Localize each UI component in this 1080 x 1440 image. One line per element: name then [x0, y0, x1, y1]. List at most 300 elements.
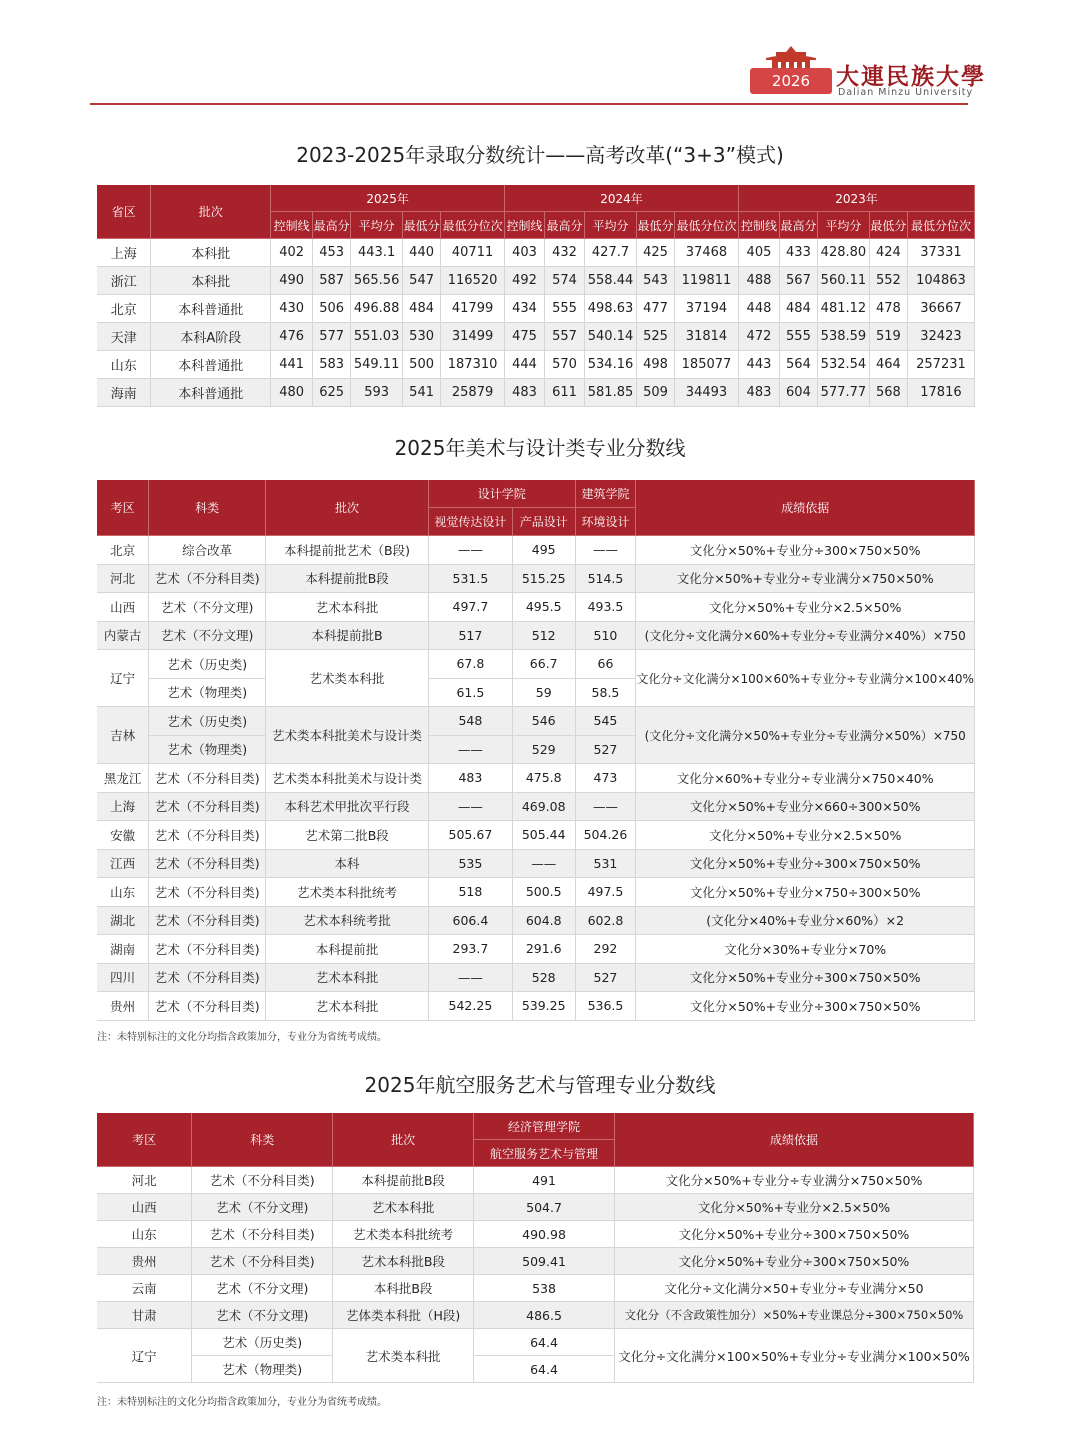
score-cell: 478: [869, 295, 907, 323]
score-cell: 540.14: [585, 323, 637, 351]
cell: 艺术（不分科目类): [192, 1248, 333, 1275]
score-cell: 40711: [441, 239, 505, 267]
section2-note: 注：未特别标注的文化分均指含政策加分，专业分为省统考成绩。: [97, 1032, 387, 1043]
cell: 艺术（不分科目类): [149, 992, 266, 1021]
table-row: [97, 621, 975, 650]
score-cell: 498: [637, 351, 675, 379]
cell: 文化分×50%+专业分×750÷300×50%: [636, 878, 975, 907]
batch-cell: 本科普通批: [151, 351, 271, 379]
cell: 文化分÷文化满分×50+专业分÷专业满分×50: [614, 1275, 973, 1302]
cell: 艺术类本科批: [333, 1329, 474, 1383]
table-row: [97, 1167, 974, 1194]
cell: 吉林: [97, 707, 149, 764]
cell: 文化分×50%+专业分÷300×750×50%: [614, 1221, 973, 1248]
score-cell: 543: [637, 267, 675, 295]
cell: 文化分×50%+专业分÷300×750×50%: [636, 536, 975, 565]
header-batch: 批次: [266, 480, 429, 536]
cell: 艺术（不分科目类): [149, 764, 266, 793]
cell: 艺术（不分科目类): [149, 963, 266, 992]
score-cell: 31814: [674, 323, 738, 351]
province-cell: 北京: [97, 295, 151, 323]
score-cell: 425: [637, 239, 675, 267]
cell: 艺术（物理类): [192, 1356, 333, 1383]
score-cell: 530: [403, 323, 441, 351]
header-control-line: 控制线: [271, 212, 313, 239]
score-cell: 32423: [907, 323, 974, 351]
score-cell: 555: [779, 323, 817, 351]
cell: 湖北: [97, 906, 149, 935]
header-product-design: 产品设计: [512, 508, 575, 536]
cell: 湖南: [97, 935, 149, 964]
cell: 文化分×50%+专业分×2.5×50%: [636, 821, 975, 850]
table-row: [97, 906, 975, 935]
header-avg-score: 平均分: [351, 212, 403, 239]
cell: 文化分÷文化满分×100×60%+专业分÷专业满分×100×40%: [636, 650, 975, 707]
score-cell: 496.88: [351, 295, 403, 323]
score-cell: 552: [869, 267, 907, 295]
cell: 文化分×50%+专业分÷300×750×50%: [636, 992, 975, 1021]
cell: 艺术（历史类): [149, 707, 266, 736]
score-cell: 541: [403, 379, 441, 407]
cell: ——: [428, 735, 512, 764]
score-cell: 568: [869, 379, 907, 407]
score-cell: 564: [779, 351, 817, 379]
cell: 艺术（物理类): [149, 678, 266, 707]
cell: 491: [474, 1167, 615, 1194]
cell: 517: [428, 621, 512, 650]
cell: 艺术（不分文理): [192, 1275, 333, 1302]
table-row: [97, 1302, 974, 1329]
cell: 490.98: [474, 1221, 615, 1248]
score-cell: 440: [403, 239, 441, 267]
table-row: [97, 1248, 974, 1275]
score-cell: 37194: [674, 295, 738, 323]
cell: 59: [512, 678, 575, 707]
score-cell: 480: [271, 379, 313, 407]
cell: 综合改革: [149, 536, 266, 565]
score-cell: 119811: [674, 267, 738, 295]
score-cell: 547: [403, 267, 441, 295]
cell: 甘肃: [97, 1302, 192, 1329]
table-row: [97, 323, 975, 351]
cell: 535: [428, 849, 512, 878]
header-province: 省区: [97, 185, 151, 239]
cell: 文化分×30%+专业分×70%: [636, 935, 975, 964]
cell: 艺术（不分科目类): [192, 1167, 333, 1194]
university-name-cn: 大連民族大學: [836, 63, 986, 90]
table-row: [97, 878, 975, 907]
header-min-rank: 最低分位次: [907, 212, 974, 239]
cell: 文化分（不含政策性加分）×50%+专业课总分÷300×750×50%: [614, 1302, 973, 1329]
score-cell: 424: [869, 239, 907, 267]
score-cell: 443.1: [351, 239, 403, 267]
header-avg-score: 平均分: [585, 212, 637, 239]
score-cell: 555: [545, 295, 585, 323]
cell: 艺术（不分科目类): [149, 792, 266, 821]
cell: ——: [575, 536, 636, 565]
cell: 514.5: [575, 564, 636, 593]
cell: 602.8: [575, 906, 636, 935]
cell: 内蒙古: [97, 621, 149, 650]
cell: ——: [512, 849, 575, 878]
table-row: [97, 239, 975, 267]
cell: 艺术（不分科目类): [149, 821, 266, 850]
cell: 上海: [97, 792, 149, 821]
header-basis: 成绩依据: [636, 480, 975, 536]
header-year-2024: 2024年: [505, 185, 739, 212]
province-cell: 上海: [97, 239, 151, 267]
table-row: [97, 792, 975, 821]
score-cell: 17816: [907, 379, 974, 407]
cell: (文化分÷文化满分×50%+专业分÷专业满分×50%）×750: [636, 707, 975, 764]
cell: 58.5: [575, 678, 636, 707]
table-row: [97, 992, 975, 1021]
cell: 艺术（不分科目类): [192, 1221, 333, 1248]
score-cell: 483: [738, 379, 779, 407]
score-cell: 577: [313, 323, 351, 351]
score-cell: 519: [869, 323, 907, 351]
cell: ——: [428, 536, 512, 565]
score-cell: 37331: [907, 239, 974, 267]
cell: 艺术本科批: [333, 1194, 474, 1221]
cell: 艺术本科批: [266, 963, 429, 992]
batch-cell: 本科批: [151, 267, 271, 295]
score-cell: 506: [313, 295, 351, 323]
score-cell: 549.11: [351, 351, 403, 379]
cell: 509.41: [474, 1248, 615, 1275]
cell: 510: [575, 621, 636, 650]
province-cell: 天津: [97, 323, 151, 351]
cell: 艺术（物理类): [149, 735, 266, 764]
cell: 497.7: [428, 593, 512, 622]
table-row: [97, 821, 975, 850]
cell: 505.67: [428, 821, 512, 850]
cell: 文化分×50%+专业分×2.5×50%: [636, 593, 975, 622]
score-cell: 464: [869, 351, 907, 379]
table-row: [97, 564, 975, 593]
table-row: [97, 1329, 974, 1356]
score-cell: 448: [738, 295, 779, 323]
score-cell: 490: [271, 267, 313, 295]
cell: 江西: [97, 849, 149, 878]
score-cell: 525: [637, 323, 675, 351]
cell: 本科提前批B段: [333, 1167, 474, 1194]
cell: 文化分×50%+专业分÷300×750×50%: [614, 1248, 973, 1275]
score-cell: 403: [505, 239, 545, 267]
cell: 本科提前批B段: [266, 564, 429, 593]
cell: 本科提前批艺术（B段): [266, 536, 429, 565]
cell: 安徽: [97, 821, 149, 850]
cell: 艺术第二批B段: [266, 821, 429, 850]
cell: 66: [575, 650, 636, 679]
cell: 483: [428, 764, 512, 793]
cell: 艺术（不分科目类): [149, 935, 266, 964]
cell: 山东: [97, 1221, 192, 1248]
score-cell: 453: [313, 239, 351, 267]
score-cell: 476: [271, 323, 313, 351]
cell: 515.25: [512, 564, 575, 593]
header-batch: 批次: [151, 185, 271, 239]
cell: ——: [575, 792, 636, 821]
table-row: [97, 1275, 974, 1302]
cell: 文化分×50%+专业分×2.5×50%: [614, 1194, 973, 1221]
cell: 293.7: [428, 935, 512, 964]
header-economics-college: 经济管理学院: [474, 1113, 615, 1140]
cell: 504.7: [474, 1194, 615, 1221]
cell: 546: [512, 707, 575, 736]
table-row: [97, 351, 975, 379]
score-cell: 557: [545, 323, 585, 351]
score-cell: 428.80: [817, 239, 869, 267]
table-row: [97, 707, 975, 736]
cell: (文化分×40%+专业分×60%）×2: [636, 906, 975, 935]
score-cell: 532.54: [817, 351, 869, 379]
score-cell: 488: [738, 267, 779, 295]
section1-title: 2023-2025年录取分数统计——高考改革(“3+3”模式): [296, 143, 784, 167]
art-design-score-table: [97, 480, 975, 1021]
score-cell: 611: [545, 379, 585, 407]
cell: 本科艺术甲批次平行段: [266, 792, 429, 821]
score-cell: 187310: [441, 351, 505, 379]
table-row: [97, 295, 975, 323]
cell: 493.5: [575, 593, 636, 622]
cell: 山东: [97, 878, 149, 907]
cell: 528: [512, 963, 575, 992]
cell: 66.7: [512, 650, 575, 679]
header-subject: 科类: [192, 1113, 333, 1167]
score-cell: 581.85: [585, 379, 637, 407]
score-cell: 432: [545, 239, 585, 267]
cell: 艺术本科批B段: [333, 1248, 474, 1275]
cell: 497.5: [575, 878, 636, 907]
cell: 艺术类本科批: [266, 650, 429, 707]
header-year-2025: 2025年: [271, 185, 505, 212]
province-cell: 海南: [97, 379, 151, 407]
score-cell: 41799: [441, 295, 505, 323]
header-environment-design: 环境设计: [575, 508, 636, 536]
cell: 河北: [97, 564, 149, 593]
header-control-line: 控制线: [738, 212, 779, 239]
score-cell: 551.03: [351, 323, 403, 351]
table-row: [97, 267, 975, 295]
table-row: [97, 935, 975, 964]
cell: 505.44: [512, 821, 575, 850]
header-aviation-major: 航空服务艺术与管理: [474, 1140, 615, 1167]
cell: 536.5: [575, 992, 636, 1021]
cell: 531.5: [428, 564, 512, 593]
cell: 贵州: [97, 992, 149, 1021]
score-cell: 604: [779, 379, 817, 407]
score-cell: 116520: [441, 267, 505, 295]
cell: 艺术本科批: [266, 992, 429, 1021]
batch-cell: 本科A阶段: [151, 323, 271, 351]
header-min-rank: 最低分位次: [441, 212, 505, 239]
cell: 艺术（不分文理): [192, 1194, 333, 1221]
cell: 艺术（不分科目类): [149, 849, 266, 878]
cell: 529: [512, 735, 575, 764]
cell: 64.4: [474, 1356, 615, 1383]
score-cell: 574: [545, 267, 585, 295]
header-max-score: 最高分: [545, 212, 585, 239]
batch-cell: 本科批: [151, 239, 271, 267]
cell: 486.5: [474, 1302, 615, 1329]
cell: 文化分×50%+专业分÷专业满分×750×50%: [614, 1167, 973, 1194]
table-row: [97, 764, 975, 793]
header-min-score: 最低分: [869, 212, 907, 239]
score-cell: 427.7: [585, 239, 637, 267]
admission-score-table: [97, 185, 975, 407]
logo-year-badge: 2026: [750, 68, 832, 94]
score-cell: 565.56: [351, 267, 403, 295]
header-max-score: 最高分: [313, 212, 351, 239]
cell: 527: [575, 963, 636, 992]
table-row: [97, 849, 975, 878]
score-cell: 577.77: [817, 379, 869, 407]
header-min-score: 最低分: [637, 212, 675, 239]
score-cell: 570: [545, 351, 585, 379]
score-cell: 593: [351, 379, 403, 407]
cell: 山西: [97, 593, 149, 622]
score-cell: 558.44: [585, 267, 637, 295]
cell: 本科提前批B: [266, 621, 429, 650]
cell: 艺术（不分文理): [192, 1302, 333, 1329]
building-icon: [752, 44, 830, 70]
cell: 艺术类本科批统考: [266, 878, 429, 907]
header-min-rank: 最低分位次: [674, 212, 738, 239]
score-cell: 483: [505, 379, 545, 407]
cell: 艺术本科批: [266, 593, 429, 622]
score-cell: 475: [505, 323, 545, 351]
cell: 四川: [97, 963, 149, 992]
cell: 本科批B段: [333, 1275, 474, 1302]
cell: 539.25: [512, 992, 575, 1021]
cell: 文化分×50%+专业分÷300×750×50%: [636, 963, 975, 992]
score-cell: 34493: [674, 379, 738, 407]
section2-title: 2025年美术与设计类专业分数线: [394, 436, 686, 460]
cell: 518: [428, 878, 512, 907]
header-year-2023: 2023年: [738, 185, 974, 212]
province-cell: 浙江: [97, 267, 151, 295]
header-divider: [90, 103, 968, 105]
cell: 542.25: [428, 992, 512, 1021]
score-cell: 500: [403, 351, 441, 379]
score-cell: 443: [738, 351, 779, 379]
cell: 292: [575, 935, 636, 964]
header-area: 考区: [97, 480, 149, 536]
cell: 504.26: [575, 821, 636, 850]
cell: 495: [512, 536, 575, 565]
cell: 文化分×50%+专业分÷专业满分×750×50%: [636, 564, 975, 593]
header-max-score: 最高分: [779, 212, 817, 239]
header-design-college: 设计学院: [428, 480, 575, 508]
score-cell: 625: [313, 379, 351, 407]
cell: 艺术（历史类): [192, 1329, 333, 1356]
score-cell: 509: [637, 379, 675, 407]
cell: 文化分×60%+专业分÷专业满分×750×40%: [636, 764, 975, 793]
header-avg-score: 平均分: [817, 212, 869, 239]
header-architecture-college: 建筑学院: [575, 480, 636, 508]
cell: 艺术类本科批统考: [333, 1221, 474, 1248]
cell: 本科提前批: [266, 935, 429, 964]
cell: 艺术类本科批美术与设计类: [266, 707, 429, 764]
cell: 艺体类本科批（H段): [333, 1302, 474, 1329]
cell: 545: [575, 707, 636, 736]
header-batch: 批次: [333, 1113, 474, 1167]
score-cell: 185077: [674, 351, 738, 379]
score-cell: 583: [313, 351, 351, 379]
score-cell: 481.12: [817, 295, 869, 323]
score-cell: 257231: [907, 351, 974, 379]
score-cell: 538.59: [817, 323, 869, 351]
batch-cell: 本科普通批: [151, 379, 271, 407]
cell: 469.08: [512, 792, 575, 821]
cell: 艺术（不分科目类): [149, 878, 266, 907]
cell: 512: [512, 621, 575, 650]
aviation-service-score-table: [97, 1113, 974, 1383]
table-row: [97, 1221, 974, 1248]
cell: 本科: [266, 849, 429, 878]
cell: 艺术（历史类): [149, 650, 266, 679]
table-row: [97, 536, 975, 565]
cell: 辽宁: [97, 650, 149, 707]
score-cell: 534.16: [585, 351, 637, 379]
cell: 贵州: [97, 1248, 192, 1275]
score-cell: 441: [271, 351, 313, 379]
score-cell: 25879: [441, 379, 505, 407]
cell: 475.8: [512, 764, 575, 793]
cell: 606.4: [428, 906, 512, 935]
score-cell: 430: [271, 295, 313, 323]
table-row: [97, 650, 975, 679]
table-row: [97, 963, 975, 992]
page-header: [0, 0, 1080, 110]
batch-cell: 本科普通批: [151, 295, 271, 323]
header-control-line: 控制线: [505, 212, 545, 239]
cell: ——: [428, 963, 512, 992]
cell: 291.6: [512, 935, 575, 964]
cell: 艺术本科统考批: [266, 906, 429, 935]
header-min-score: 最低分: [403, 212, 441, 239]
score-cell: 444: [505, 351, 545, 379]
score-cell: 498.63: [585, 295, 637, 323]
cell: 文化分×50%+专业分×660÷300×50%: [636, 792, 975, 821]
score-cell: 484: [779, 295, 817, 323]
header-visual-communication: 视觉传达设计: [428, 508, 512, 536]
score-cell: 472: [738, 323, 779, 351]
cell: 艺术（不分科目类): [149, 564, 266, 593]
score-cell: 434: [505, 295, 545, 323]
score-cell: 560.11: [817, 267, 869, 295]
table-row: [97, 1194, 974, 1221]
cell: 64.4: [474, 1329, 615, 1356]
cell: 473: [575, 764, 636, 793]
cell: 山西: [97, 1194, 192, 1221]
cell: 河北: [97, 1167, 192, 1194]
score-cell: 402: [271, 239, 313, 267]
score-cell: 104863: [907, 267, 974, 295]
cell: 527: [575, 735, 636, 764]
cell: 黑龙江: [97, 764, 149, 793]
score-cell: 36667: [907, 295, 974, 323]
cell: 531: [575, 849, 636, 878]
score-cell: 492: [505, 267, 545, 295]
score-cell: 433: [779, 239, 817, 267]
cell: 文化分×50%+专业分÷300×750×50%: [636, 849, 975, 878]
score-cell: 37468: [674, 239, 738, 267]
cell: 艺术（不分文理): [149, 621, 266, 650]
cell: 500.5: [512, 878, 575, 907]
cell: ——: [428, 792, 512, 821]
